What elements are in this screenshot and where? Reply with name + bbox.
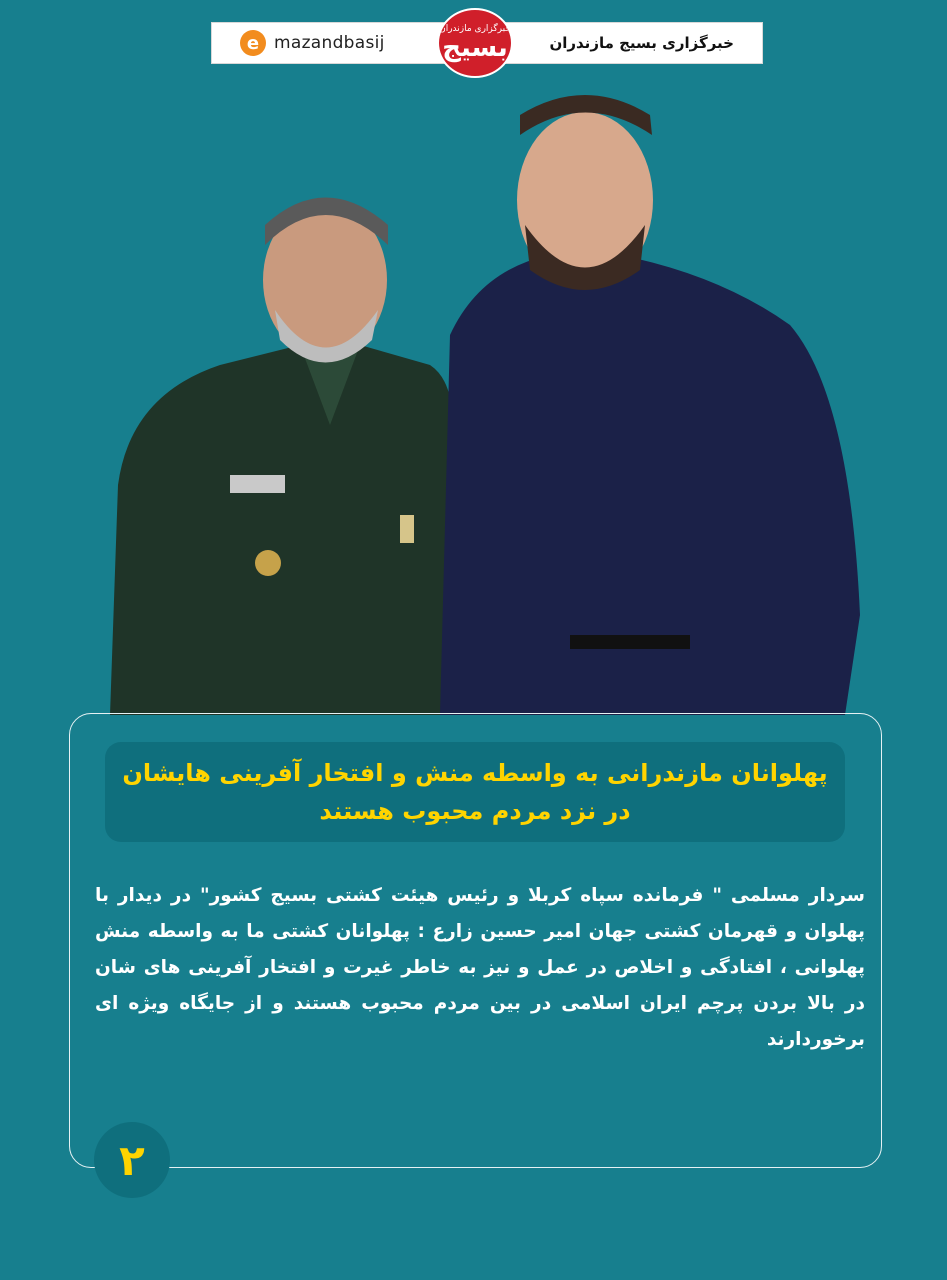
headline-box <box>105 742 845 842</box>
agency-name: خبرگزاری بسیج مازندران <box>549 34 734 52</box>
person-right-figure <box>440 95 860 715</box>
page-number: ۲ <box>94 1122 170 1198</box>
headline-line-1: پهلوانان مازندرانی به واسطه منش و افتخار آفرینی هایشان <box>122 759 828 787</box>
logo-small-text: خبرگزاری مازندران <box>439 24 511 34</box>
headline-line-2: در نزد مردم محبوب هستند <box>319 797 631 825</box>
person-left-figure <box>110 198 453 716</box>
basij-logo <box>437 8 513 78</box>
site-brand[interactable] <box>240 30 385 56</box>
site-name: mazandbasij <box>274 33 385 53</box>
body-paragraph: سردار مسلمی " فرمانده سپاه کربلا و رئیس هیئت کشتی بسیج کشور" در دیدار با پهلوان و قهرمان کشتی جهان امیر حسین زارع : پهلوانان کشتی ما به واسطه منش پهلوانی ، افتادگی و اخلاص در عمل و نیز به خاطر غیرت و افتخار آفرینی های شان در بالا بردن پرچم ایران اسلامی در بین مردم محبوب هستند و از جایگاه ویژه ای برخوردارند <box>95 885 865 1050</box>
news-photo <box>100 95 870 715</box>
e-logo-icon: e <box>240 30 266 56</box>
logo-big-text: بسیج <box>442 33 508 63</box>
